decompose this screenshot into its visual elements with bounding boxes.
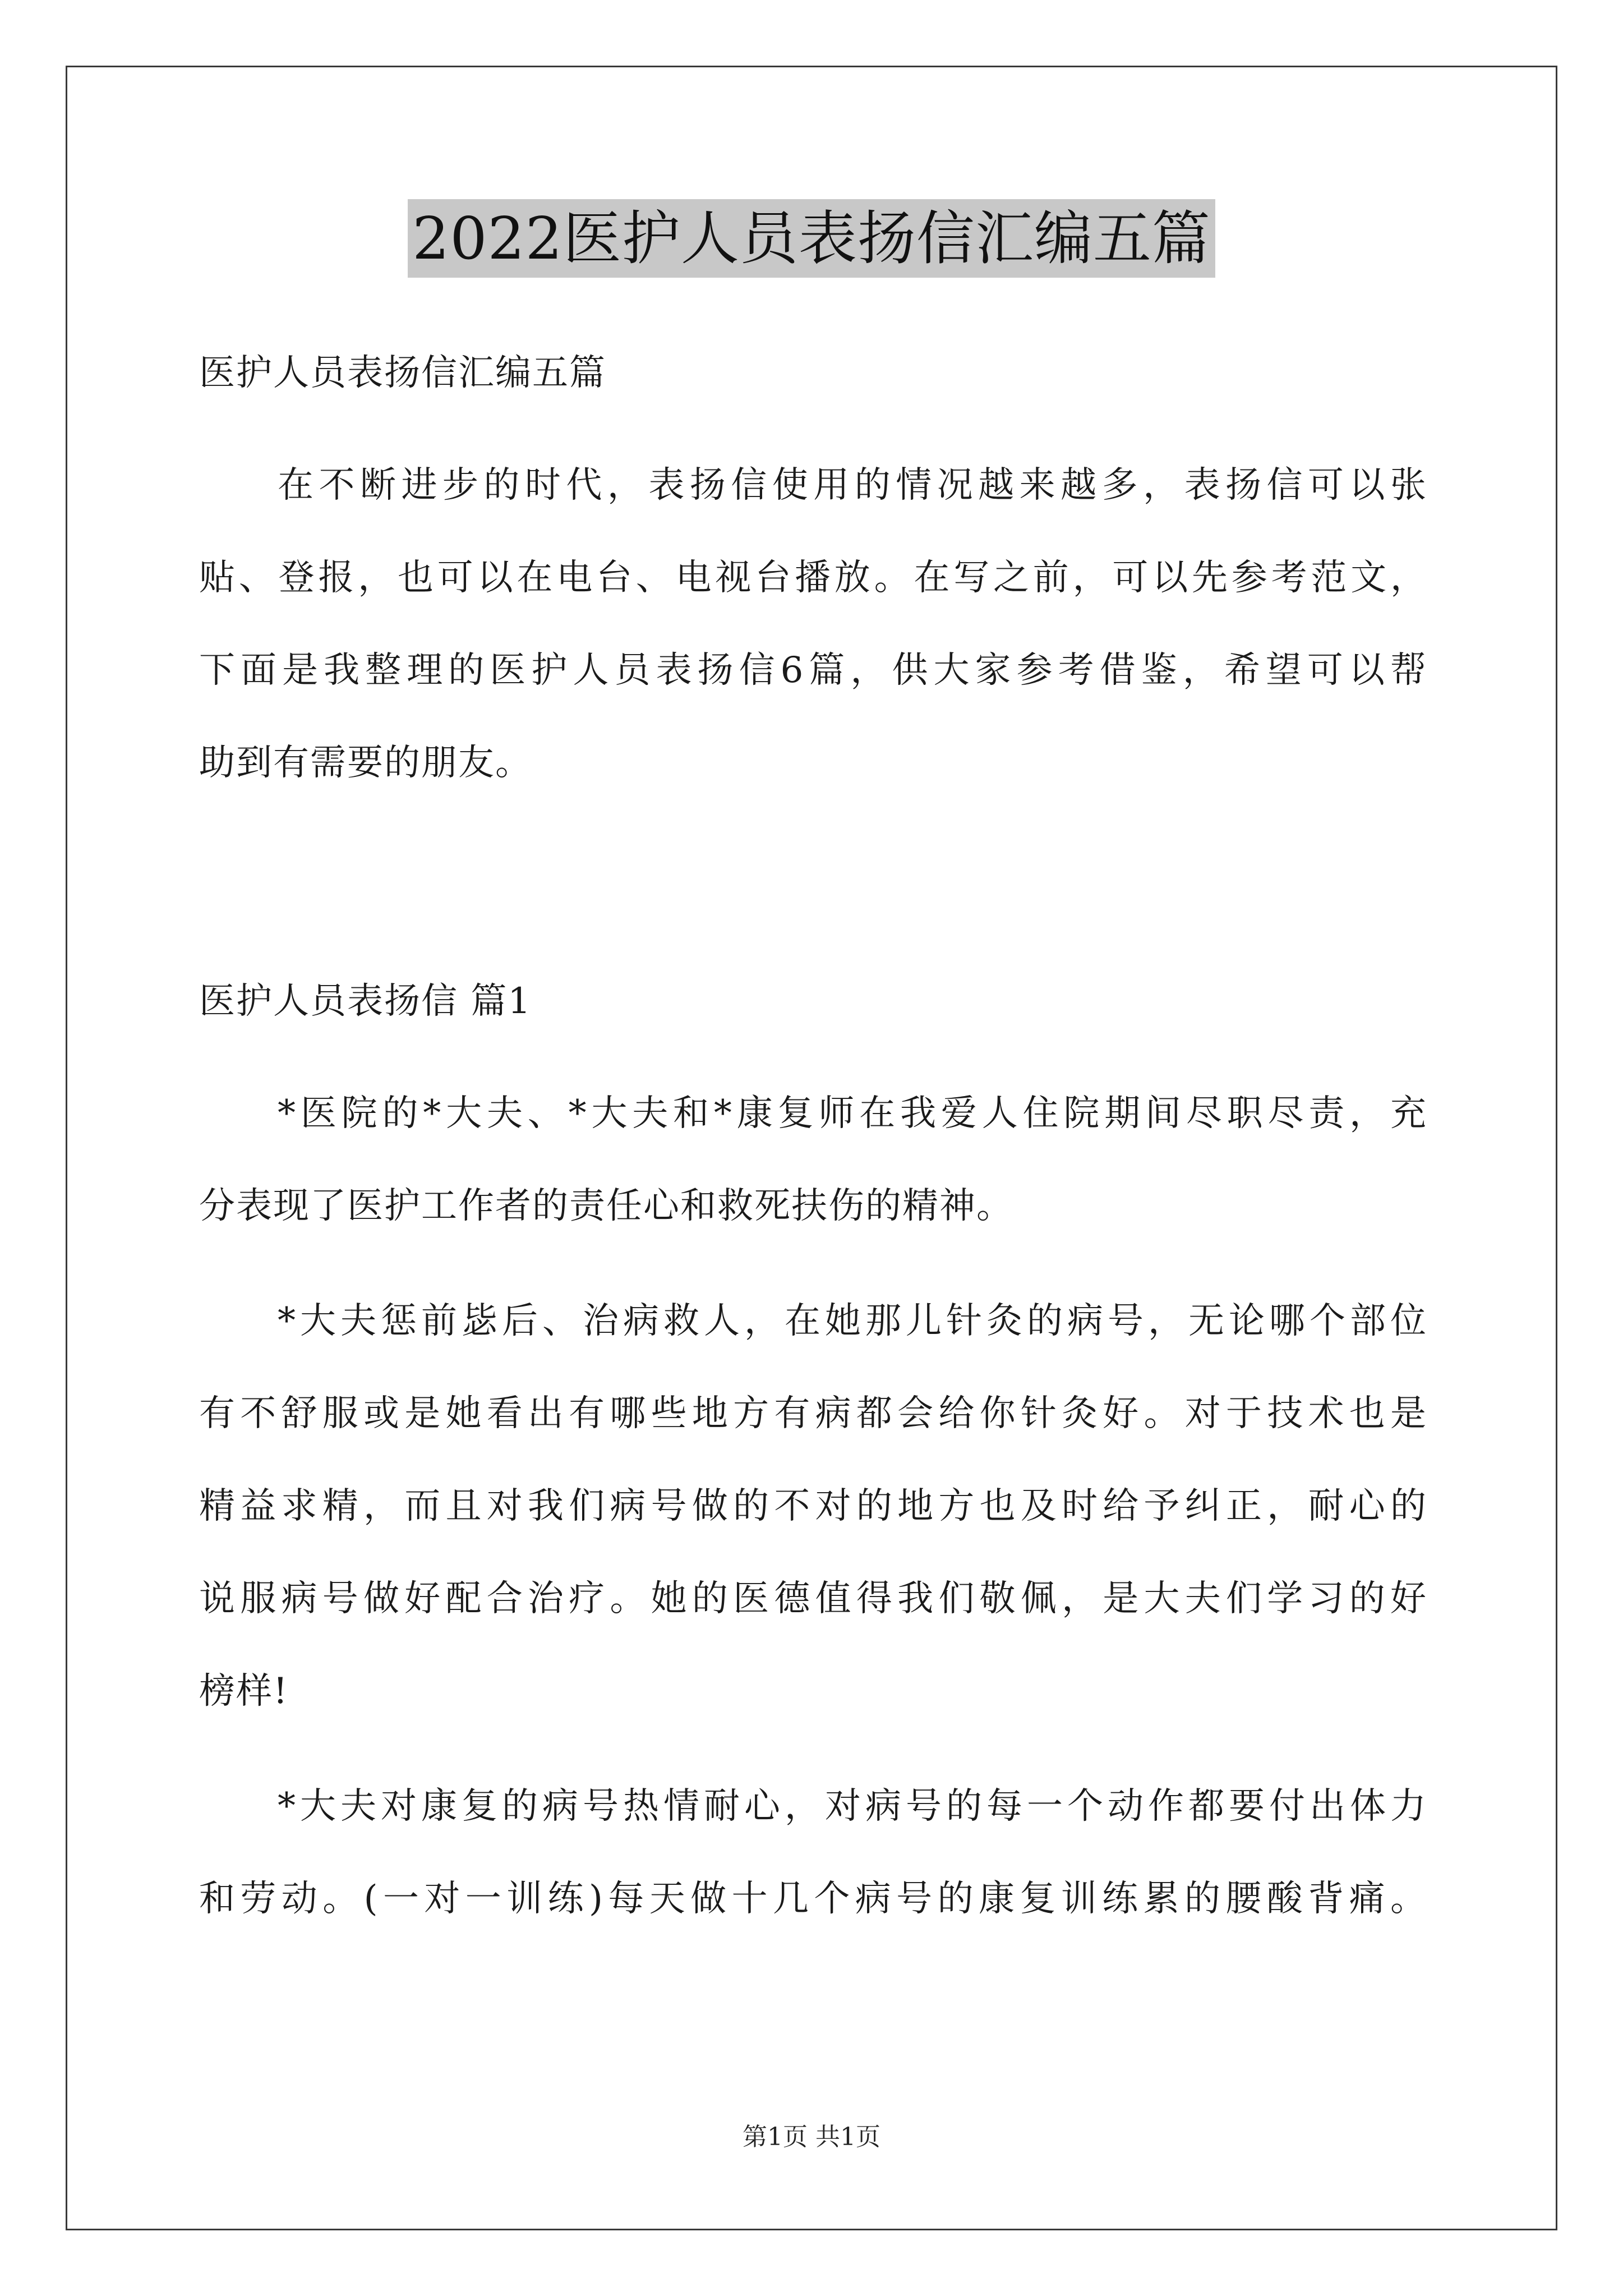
paragraph1-line-1: *医院的*大夫、*大夫和*康复师在我爱人住院期间尽职尽责，充: [278, 1093, 1427, 1134]
paragraph1-line-2: 分表现了医护工作者的责任心和救死扶伤的精神。: [199, 1185, 1013, 1227]
subtitle: 医护人员表扬信汇编五篇: [199, 352, 606, 394]
document-title: 2022医护人员表扬信汇编五篇: [408, 199, 1215, 278]
section-heading: 医护人员表扬信 篇1: [199, 981, 532, 1022]
paragraph2-line-1: *大夫惩前毖后、治病救人，在她那儿针灸的病号，无论哪个部位: [278, 1300, 1427, 1342]
intro-line-1: 在不断进步的时代，表扬信使用的情况越来越多，表扬信可以张: [278, 464, 1427, 506]
paragraph2-line-5: 榜样!: [199, 1671, 289, 1712]
intro-line-3: 下面是我整理的医护人员表扬信6篇，供大家参考借鉴，希望可以帮: [199, 650, 1427, 691]
page-footer: 第1页 共1页: [743, 2123, 880, 2151]
paragraph3-line-2: 和劳动。(一对一训练)每天做十几个病号的康复训练累的腰酸背痛。: [199, 1878, 1427, 1920]
intro-line-4: 助到有需要的朋友。: [199, 742, 532, 784]
title-container: [0, 199, 1623, 278]
paragraph2-line-4: 说服病号做好配合治疗。她的医德值得我们敬佩，是大夫们学习的好: [199, 1578, 1427, 1619]
paragraph2-line-3: 精益求精，而且对我们病号做的不对的地方也及时给予纠正，耐心的: [199, 1485, 1427, 1527]
intro-line-2: 贴、登报，也可以在电台、电视台播放。在写之前，可以先参考范文，: [199, 557, 1427, 599]
paragraph3-line-1: *大夫对康复的病号热情耐心，对病号的每一个动作都要付出体力: [278, 1786, 1427, 1827]
paragraph2-line-2: 有不舒服或是她看出有哪些地方有病都会给你针灸好。对于技术也是: [199, 1393, 1427, 1434]
